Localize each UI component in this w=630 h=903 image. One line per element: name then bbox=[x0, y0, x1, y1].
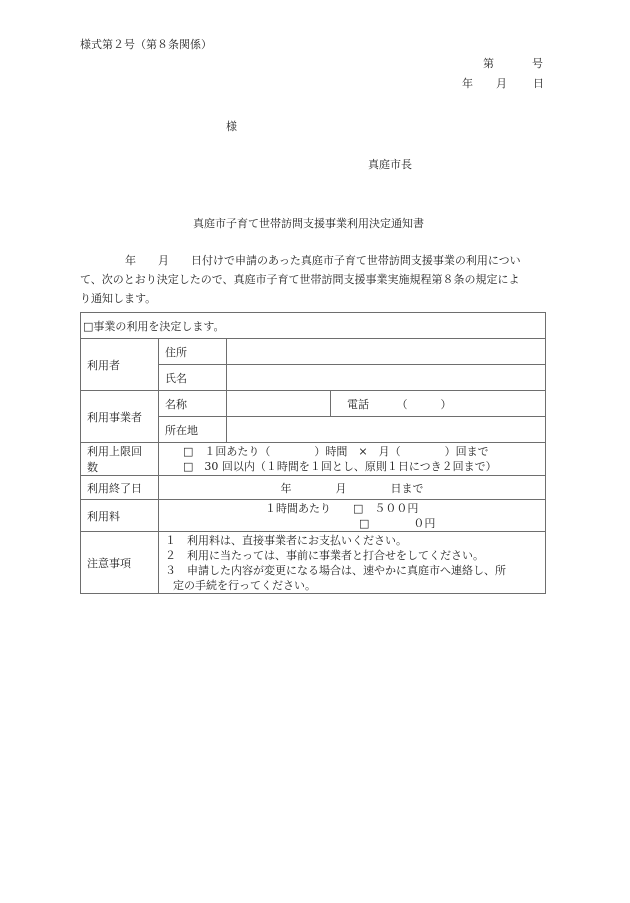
body-line: 年 月 日付けで申請のあった真庭市子育て世帯訪問支援事業の利用につい bbox=[125, 254, 521, 267]
doc-number-gou: 号 bbox=[532, 57, 543, 70]
note-item: ３ 申請した内容が変更になる場合は、速やかに真庭市へ連絡し、所 bbox=[165, 563, 506, 577]
note-item: １ 利用料は、直接事業者にお支払いください。 bbox=[165, 533, 407, 547]
user-label: 利用者 bbox=[81, 339, 159, 391]
addressee-suffix: 様 bbox=[226, 120, 237, 133]
date-month: 月 bbox=[496, 77, 507, 90]
address-label: 住所 bbox=[159, 339, 227, 365]
note-item: ２ 利用に当たっては、事前に事業者と打合せをしてください。 bbox=[165, 548, 484, 562]
fee-line-500: １時間あたり □ ５００円 bbox=[265, 501, 419, 515]
decision-table bbox=[80, 312, 546, 594]
body-line: て、次のとおり決定したので、真庭市子育て世帯訪問支援事業実施規程第８条の規定によ bbox=[80, 273, 520, 286]
limit-options bbox=[159, 443, 546, 476]
provider-phone: 電話 （ ） bbox=[331, 391, 546, 417]
fee-values bbox=[159, 500, 546, 532]
date-day: 日 bbox=[533, 77, 544, 90]
notes-content bbox=[159, 532, 546, 594]
body-line: り通知します。 bbox=[80, 292, 157, 305]
name-value bbox=[227, 365, 546, 391]
location-value bbox=[227, 417, 546, 443]
sender-name: 真庭市長 bbox=[368, 158, 412, 171]
form-number: 様式第２号（第８条関係） bbox=[80, 38, 212, 51]
limit-option-30-times: □ 30 回以内（１時間を１回とし、原則１日につき２回まで） bbox=[183, 460, 497, 473]
end-date-value: 年 月 日まで bbox=[159, 476, 546, 500]
provider-name-label: 名称 bbox=[159, 391, 227, 417]
body-paragraph bbox=[80, 251, 550, 308]
date-year: 年 bbox=[462, 77, 473, 90]
name-label: 氏名 bbox=[159, 365, 227, 391]
doc-number-dai: 第 bbox=[483, 57, 494, 70]
limit-label: 利用上限回数 bbox=[81, 443, 159, 476]
end-date-label: 利用終了日 bbox=[81, 476, 159, 500]
address-value bbox=[227, 339, 546, 365]
decision-header: □事業の利用を決定します。 bbox=[81, 313, 546, 339]
note-item-continuation: 定の手続を行ってください。 bbox=[173, 578, 316, 592]
provider-name-value bbox=[227, 391, 331, 417]
location-label: 所在地 bbox=[159, 417, 227, 443]
fee-label: 利用料 bbox=[81, 500, 159, 532]
document-title: 真庭市子育て世帯訪問支援事業利用決定通知書 bbox=[193, 217, 424, 230]
limit-option-per-time: □ １回あたり（ ）時間 × 月（ ）回まで bbox=[183, 445, 489, 458]
notes-label: 注意事項 bbox=[81, 532, 159, 594]
provider-label: 利用事業者 bbox=[81, 391, 159, 443]
fee-line-0: □ ０円 bbox=[359, 516, 436, 530]
